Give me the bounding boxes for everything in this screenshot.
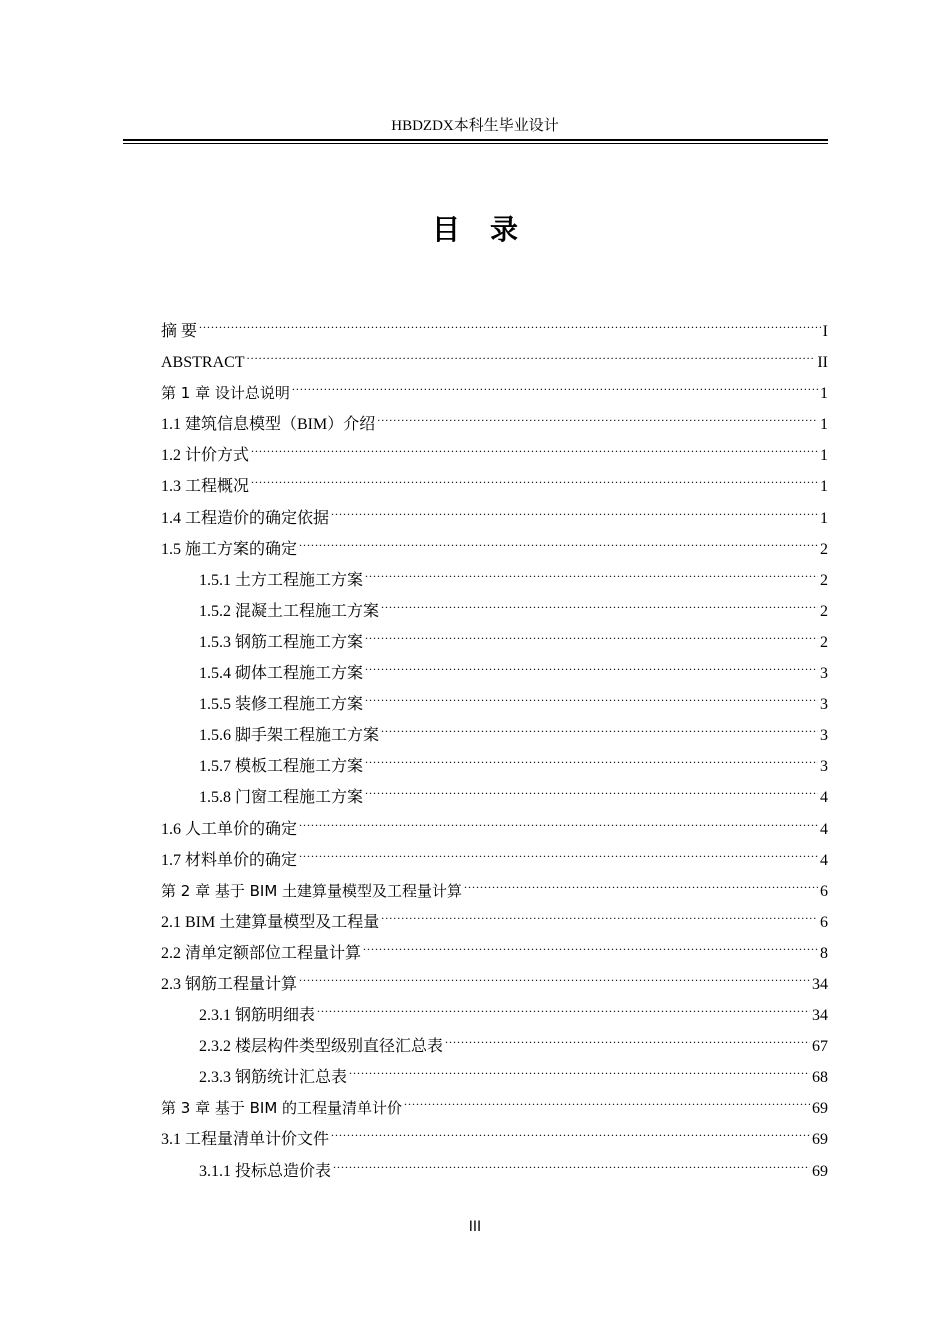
toc-leader-dots bbox=[292, 382, 818, 398]
toc-leader-dots bbox=[365, 755, 818, 771]
toc-entry-page: 69 bbox=[812, 1100, 828, 1118]
toc-entry-label: 1.5.8 门窗工程施工方案 bbox=[199, 789, 364, 807]
toc-entry-page: 2 bbox=[820, 633, 828, 651]
toc-entry-label: 1.5.4 砌体工程施工方案 bbox=[199, 665, 364, 683]
toc-leader-dots bbox=[381, 724, 818, 740]
toc-entry[interactable] bbox=[161, 751, 828, 782]
header-rule-thick bbox=[123, 139, 828, 141]
toc-entry[interactable] bbox=[161, 720, 828, 751]
toc-leader-dots bbox=[299, 538, 818, 554]
toc-entry-page: 3 bbox=[820, 696, 828, 714]
toc-entry[interactable] bbox=[161, 565, 828, 596]
toc-entry-label: 1.5.6 脚手架工程施工方案 bbox=[199, 727, 380, 745]
toc-entry-page: 6 bbox=[820, 882, 828, 900]
header-rule-thin bbox=[123, 143, 828, 144]
toc-entry-page: I bbox=[822, 323, 828, 340]
toc-entry-label: 1.4 工程造价的确定依据 bbox=[161, 509, 330, 527]
toc-leader-dots bbox=[445, 1035, 810, 1051]
toc-entry-label: ABSTRACT bbox=[161, 354, 245, 372]
toc-entry-page: 2 bbox=[820, 602, 828, 620]
toc-entry[interactable] bbox=[161, 1000, 828, 1031]
page-header: HBDZDX本科生毕业设计 bbox=[391, 118, 559, 134]
toc-leader-dots bbox=[365, 631, 818, 647]
toc-entry-label: 第 1 章 设计总说明 bbox=[161, 384, 290, 403]
toc-leader-dots bbox=[299, 973, 810, 989]
toc-entry[interactable] bbox=[161, 596, 828, 627]
toc-entry[interactable] bbox=[161, 1031, 828, 1062]
toc-leader-dots bbox=[333, 1160, 810, 1176]
toc-entry-label: 2.3.3 钢筋统计汇总表 bbox=[199, 1069, 348, 1087]
toc-entry[interactable] bbox=[161, 907, 828, 938]
toc-entry[interactable] bbox=[161, 969, 828, 1000]
toc-entry[interactable] bbox=[161, 938, 828, 969]
toc-entry[interactable] bbox=[161, 845, 828, 876]
toc-entry-label: 2.3 钢筋工程量计算 bbox=[161, 975, 298, 993]
toc-entry-page: 3 bbox=[820, 665, 828, 683]
toc-leader-dots bbox=[199, 320, 821, 336]
toc-leader-dots bbox=[251, 475, 818, 491]
toc-leader-dots bbox=[363, 942, 818, 958]
toc-entry-label: 1.5.7 模板工程施工方案 bbox=[199, 758, 364, 776]
toc-leader-dots bbox=[299, 818, 818, 834]
toc-entry-page: 1 bbox=[820, 478, 828, 496]
toc-entry-page: 68 bbox=[812, 1069, 828, 1087]
toc-leader-dots bbox=[365, 569, 818, 585]
toc-entry-page: 4 bbox=[820, 820, 828, 838]
toc-entry-page: 1 bbox=[820, 385, 828, 403]
toc-entry-page: 6 bbox=[820, 913, 828, 931]
toc-title: 目录 bbox=[431, 213, 548, 246]
toc-entry-page: 1 bbox=[820, 447, 828, 465]
toc-entry[interactable] bbox=[161, 316, 828, 347]
toc-leader-dots bbox=[251, 444, 818, 460]
toc-entry-page: 34 bbox=[812, 975, 828, 993]
toc-entry[interactable] bbox=[161, 782, 828, 813]
toc-entry[interactable] bbox=[161, 503, 828, 534]
toc-leader-dots bbox=[377, 413, 818, 429]
toc-entry-label: 2.3.1 钢筋明细表 bbox=[199, 1007, 316, 1025]
toc-entry-page: 67 bbox=[812, 1038, 828, 1056]
toc-entry[interactable] bbox=[161, 440, 828, 471]
toc-entry-label: 1.3 工程概况 bbox=[161, 478, 250, 496]
toc-entry-page: 2 bbox=[820, 571, 828, 589]
toc-entry[interactable] bbox=[161, 627, 828, 658]
toc-entry-label: 1.5 施工方案的确定 bbox=[161, 540, 298, 558]
toc-leader-dots bbox=[317, 1004, 810, 1020]
toc-entry-label: 1.6 人工单价的确定 bbox=[161, 820, 298, 838]
toc-entry-label: 3.1.1 投标总造价表 bbox=[199, 1162, 332, 1180]
toc-entry-label: 2.2 清单定额部位工程量计算 bbox=[161, 944, 362, 962]
toc-entry[interactable] bbox=[161, 658, 828, 689]
toc-entry[interactable] bbox=[161, 1062, 828, 1093]
toc-entry-label: 2.3.2 楼层构件类型级别直径汇总表 bbox=[199, 1038, 444, 1056]
table-of-contents bbox=[161, 316, 828, 1187]
toc-entry-label: 第 3 章 基于 BIM 的工程量清单计价 bbox=[161, 1099, 403, 1118]
toc-entry-label: 1.7 材料单价的确定 bbox=[161, 851, 298, 869]
toc-entry-label: 2.1 BIM 土建算量模型及工程量 bbox=[161, 913, 380, 931]
toc-entry-label: 1.1 建筑信息模型（BIM）介绍 bbox=[161, 416, 376, 434]
toc-entry-label: 1.5.2 混凝土工程施工方案 bbox=[199, 602, 380, 620]
toc-entry-label: 1.5.1 土方工程施工方案 bbox=[199, 571, 364, 589]
toc-entry-page: 34 bbox=[812, 1007, 828, 1025]
toc-entry-page: 1 bbox=[820, 416, 828, 434]
toc-leader-dots bbox=[331, 1128, 810, 1144]
toc-entry-page: 69 bbox=[812, 1131, 828, 1149]
toc-entry-label: 摘 要 bbox=[161, 323, 198, 340]
toc-entry[interactable] bbox=[161, 409, 828, 440]
page-number: III bbox=[468, 1219, 482, 1235]
toc-entry[interactable] bbox=[161, 876, 828, 907]
toc-leader-dots bbox=[464, 880, 818, 896]
toc-entry-label: 1.2 计价方式 bbox=[161, 447, 250, 465]
toc-entry-page: 8 bbox=[820, 944, 828, 962]
toc-entry[interactable] bbox=[161, 1093, 828, 1124]
toc-entry[interactable] bbox=[161, 689, 828, 720]
toc-entry-label: 1.5.3 钢筋工程施工方案 bbox=[199, 633, 364, 651]
toc-entry-label: 第 2 章 基于 BIM 土建算量模型及工程量计算 bbox=[161, 881, 463, 900]
toc-leader-dots bbox=[365, 786, 818, 802]
toc-entry[interactable] bbox=[161, 347, 828, 378]
toc-entry[interactable] bbox=[161, 1156, 828, 1187]
toc-leader-dots bbox=[381, 600, 818, 616]
toc-leader-dots bbox=[247, 351, 816, 367]
toc-leader-dots bbox=[331, 507, 818, 523]
toc-leader-dots bbox=[299, 849, 818, 865]
toc-entry-page: 3 bbox=[820, 758, 828, 776]
toc-entry[interactable] bbox=[161, 471, 828, 502]
toc-entry-page: 4 bbox=[820, 789, 828, 807]
toc-entry[interactable] bbox=[161, 378, 828, 409]
toc-entry-page: II bbox=[817, 354, 828, 372]
toc-entry[interactable] bbox=[161, 814, 828, 845]
toc-leader-dots bbox=[365, 693, 818, 709]
toc-entry[interactable] bbox=[161, 1124, 828, 1155]
toc-entry[interactable] bbox=[161, 534, 828, 565]
toc-leader-dots bbox=[365, 662, 818, 678]
toc-leader-dots bbox=[349, 1066, 810, 1082]
toc-entry-page: 3 bbox=[820, 727, 828, 745]
toc-entry-page: 1 bbox=[820, 509, 828, 527]
toc-entry-page: 2 bbox=[820, 540, 828, 558]
toc-entry-page: 69 bbox=[812, 1162, 828, 1180]
toc-leader-dots bbox=[381, 911, 818, 927]
toc-entry-label: 3.1 工程量清单计价文件 bbox=[161, 1131, 330, 1149]
toc-entry-page: 4 bbox=[820, 851, 828, 869]
toc-leader-dots bbox=[404, 1097, 810, 1113]
toc-entry-label: 1.5.5 装修工程施工方案 bbox=[199, 696, 364, 714]
